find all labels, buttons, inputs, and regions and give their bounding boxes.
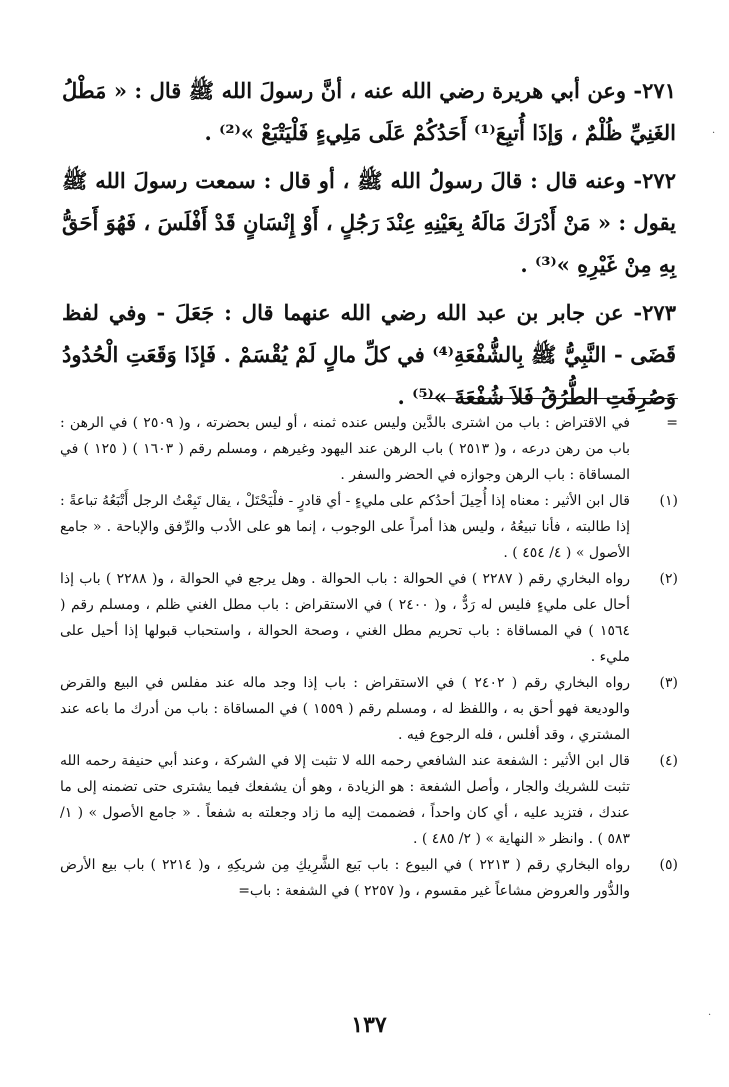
continuation-marker: =: [666, 415, 678, 431]
hadith-272: ٢٧٢- وعنه قال : قالَ رسولُ الله ﷺ ، أو قال : سمعت رسولَ الله ﷺ يقول : « مَنْ أَدْرَكَ مَالَهُ بِعَيْنِهِ عِنْدَ رَجُلٍ ، أَوْ إِنْسَانٍ قَدْ أَفْلَسَ ، فَهُوَ أَحَقُّ بِهِ مِنْ غَيْرِهِ »⁽³⁾ .: [62, 168, 676, 277]
continuation-text: في الاقتراض : باب من اشترى بالدَّين وليس عنده ثمنه ، أو ليس بحضرته ، و( ٢٥٠٩ ) في الرهن : باب من رهن درعه ، و( ٢٥١٣ ) باب الرهن عند اليهود وغيرهم ، ومسلم رقم ( ١٦٠٣ ) ( ١٢٥ ) في المساقاة : باب الرهن وجوازه في الحضر والسفر .: [60, 415, 630, 483]
footnote-1: [60, 488, 678, 566]
footnote-number: (١): [659, 493, 678, 509]
footnote-text: قال ابن الأثير : الشفعة عند الشافعي رحمه الله لا تثبت إلا في الشركة ، وعند أبي حنيفة رحمه الله تثبت للشريك والجار ، وأصل الشفعة : هو الزيادة ، وهو أن يشفعك فيما يشترى حتى تضمنه إلى ما عندك ، فتزيد عليه ، أي كان واحداً ، فضممت إليه ما زاد وجعلته به شفعاً . « جامع الأصول » ( ١/ ٥٨٣ ) . وانظر « النهاية » ( ٢/ ٤٨٥ ) .: [60, 753, 630, 847]
footnote-2: [60, 566, 678, 670]
footnote-number: (٥): [659, 857, 678, 873]
footnote-text: رواه البخاري رقم ( ٢٢٨٧ ) في الحوالة : باب الحوالة . وهل يرجع في الحوالة ، و( ٢٢٨٨ ) باب إذا أحال على مليءٍ فليس له رَدٌّ ، و( ٢٤٠٠ ) في الاستقراض : باب مطل الغني ظلم ، ومسلم رقم ( ١٥٦٤ ) في المساقاة : باب تحريم مطل الغني ، وصحة الحوالة ، واستحباب قبولها إذا أحيل على مليء .: [60, 571, 630, 665]
page-number: ١٣٧: [351, 1012, 387, 1038]
main-text: [62, 70, 676, 424]
footnote-number: (٣): [659, 675, 678, 691]
footnote-number: (٢): [659, 571, 678, 587]
footnote-divider: [423, 398, 678, 399]
footnote-text: رواه البخاري رقم ( ٢٤٠٢ ) في الاستقراض : باب إذا وجد ماله عند مفلس في البيع والقرض والوديعة فهو أحق به ، واللفظ له ، ومسلم رقم ( ١٥٥٩ ) في المساقاة : باب من أدرك ما باعه عند المشتري ، وقد أفلس ، فله الرجوع فيه .: [60, 675, 630, 743]
footnote-text: رواه البخاري رقم ( ٢٢١٣ ) في البيوع : باب بَيع الشَّرِيكِ مِن شريكِهِ ، و( ٢٢١٤ ) باب بيع الأرض والدُّور والعروض مشاعاً غير مقسوم ، و( ٢٢٥٧ ) في الشفعة : باب=: [60, 857, 630, 899]
footnote-text: قال ابن الأثير : معناه إذا أُحِيلَ أحدُكم على مليءٍ - أي قادرٍ - فلْيَحْتَلْ ، يقال تَبِعْتُ الرجل أَتْبَعُهُ تباعةً : إذا طالبته ، فأنا تبيعُهُ ، وليس هذا أمراً على الوجوب ، إنما هو على الأدب والرِّفق والإباحة . « جامع الأصول » ( ٤/ ٤٥٤ ) .: [60, 493, 630, 561]
hadith-273: ٢٧٣- عن جابر بن عبد الله رضي الله عنهما قال : جَعَلَ - وفي لفظ قَضَى - النَّبِيُّ ﷺ بِالشُّفْعَةِ⁽⁴⁾ في كلِّ مالٍ لَمْ يُقْسَمْ . فَإذَا وَقَعَتِ الْحُدُودُ وَصُرِفَتِ الطُّرُقُ فَلاَ شُفْعَةَ »⁽⁵⁾ .: [62, 300, 677, 409]
footnote-3: [60, 670, 678, 748]
scan-speck: ·: [708, 1010, 712, 1021]
footnote-5: [60, 852, 678, 904]
footnotes: [60, 410, 678, 904]
footnote-number: (٤): [659, 753, 678, 769]
footnote-continuation: [60, 410, 678, 488]
footnote-4: [60, 748, 678, 852]
hadith-271: ٢٧١- وعن أبي هريرة رضي الله عنه ، أنَّ رسولَ الله ﷺ قال : « مَطْلُ الغَنِيِّ ظُلْمٌ ، وَإذَا أُتبِعَ⁽¹⁾ أَحَدُكُمْ عَلَى مَلِيءٍ فَلْيَتْبَعْ »⁽²⁾ .: [62, 78, 676, 145]
scan-speck: ·: [712, 128, 716, 139]
